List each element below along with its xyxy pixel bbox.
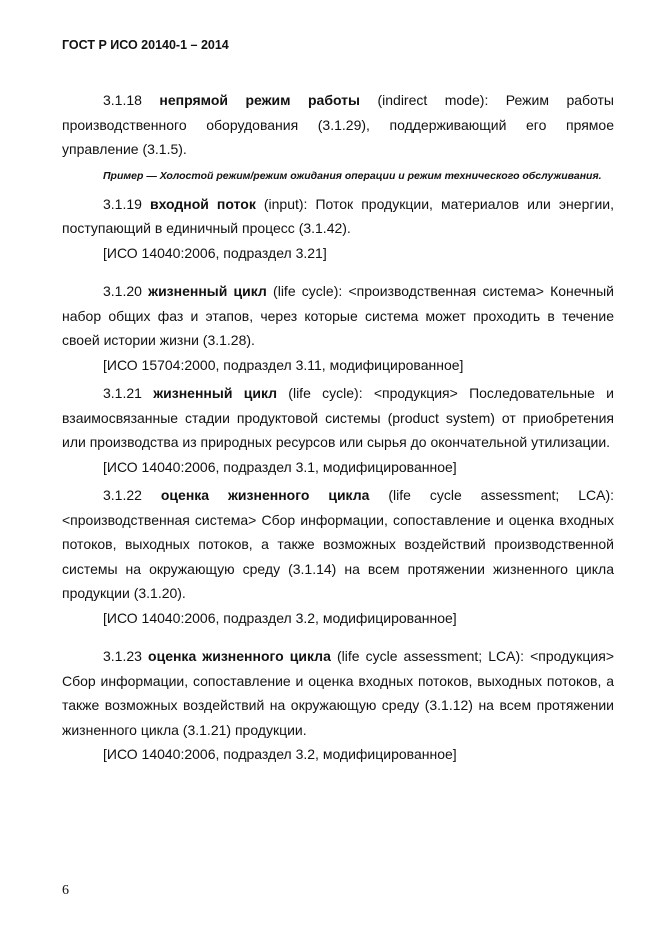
entry-3-1-22 xyxy=(62,483,614,606)
entry-3-1-21 xyxy=(62,381,614,455)
entry-definition: (life cycle assessment; LCA): <продукция> Сбор информации, сопоставление и оценка входных потоков, выходных потоков, а также возможных воздействий на окружающую среду (3.1.12) на всем протяжении жизненного цикла (3.1.21) продукции. xyxy=(62,648,615,738)
entry-number: 3.1.22 xyxy=(103,487,142,503)
source-reference: [ИСО 14040:2006, подраздел 3.2, модифицированное] xyxy=(103,746,457,762)
entry-term: жизненный цикл xyxy=(148,283,267,299)
entry-term: входной поток xyxy=(149,195,256,212)
source-reference: [ИСО 15704:2000, подраздел 3.11, модифицированное] xyxy=(103,356,464,373)
source-reference: [ИСО 14040:2006, подраздел 3.1, модифицированное] xyxy=(103,458,457,475)
entry-definition: (life cycle): <продукция> Последовательные и взаимосвязанные стадии продуктовой системы (product system) от приобретения или производства из природных ресурсов или сырья до окончательной утилизации. xyxy=(62,385,615,450)
entry-term: непрямой режим работы xyxy=(159,92,360,108)
entry-number: 3.1.21 xyxy=(103,385,142,401)
entry-3-1-19 xyxy=(62,192,614,241)
entry-3-1-18 xyxy=(62,88,614,162)
document-header: ГОСТ Р ИСО 20140-1 – 2014 xyxy=(62,38,229,52)
entry-number: 3.1.19 xyxy=(103,195,142,212)
entry-number: 3.1.23 xyxy=(103,648,142,664)
page-number: 6 xyxy=(62,883,69,898)
entry-3-1-20 xyxy=(62,279,614,353)
entry-definition: (life cycle assessment; LCA): <производственная система> Сбор информации, сопоставление и оценка входных потоков, выходных потоков, а также возможных воздействий производственной системы на окружающую среду (3.1.14) на всем протяжении жизненного цикла продукции (3.1.20). xyxy=(62,487,614,601)
entry-3-1-23 xyxy=(62,644,614,742)
entry-term: оценка жизненного цикла xyxy=(148,648,331,664)
entry-term: оценка жизненного цикла xyxy=(160,487,370,503)
document-body xyxy=(62,88,614,767)
entry-definition: (life cycle): <производственная система> Конечный набор общих фаз и этапов, через которые система может проходить в течение своей истории жизни (3.1.28). xyxy=(62,283,614,348)
source-reference: [ИСО 14040:2006, подраздел 3.21] xyxy=(103,244,327,261)
entry-definition: (input): Поток продукции, материалов или энергии, поступающий в единичный процесс (3.1.42). xyxy=(62,195,614,236)
entry-definition: (indirect mode): Режим работы производственного оборудования (3.1.29), поддерживающий его прямое управление (3.1.5). xyxy=(62,92,614,157)
entry-term: жизненный цикл xyxy=(153,385,278,401)
entry-number: 3.1.18 xyxy=(103,92,142,108)
source-reference: [ИСО 14040:2006, подраздел 3.2, модифицированное] xyxy=(103,609,457,626)
entry-number: 3.1.20 xyxy=(103,283,142,299)
example-note: Пример — Холостой режим/режим ожидания операции и режим технического обслуживания. xyxy=(103,169,602,182)
